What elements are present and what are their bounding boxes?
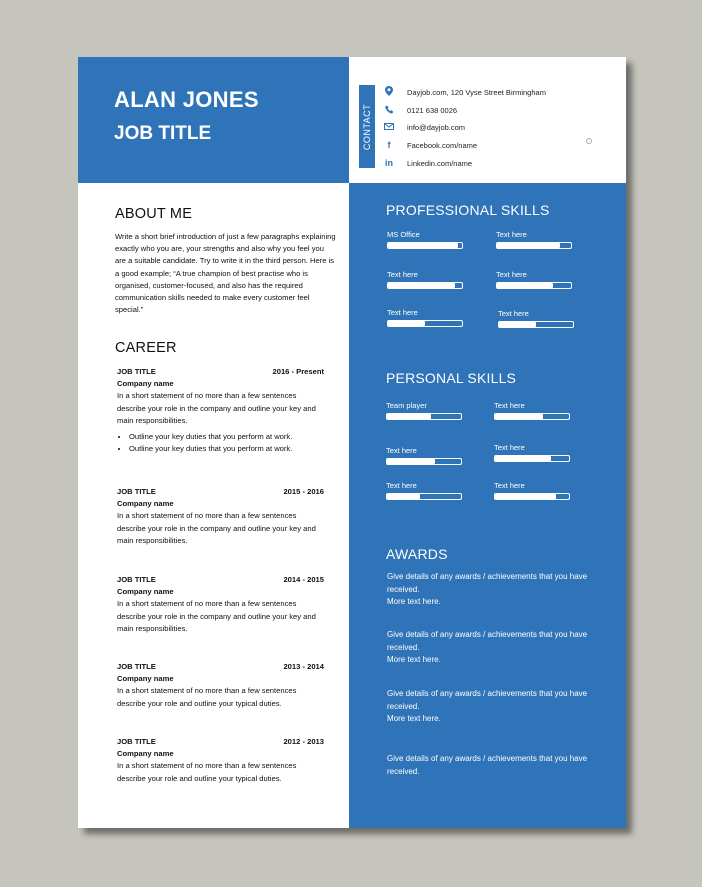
skill-label: Text here	[494, 481, 525, 490]
contact-facebook	[382, 138, 477, 152]
job-entry	[117, 574, 324, 635]
award-item	[387, 688, 607, 726]
skill-meter	[386, 413, 462, 420]
phone-icon	[382, 105, 396, 116]
job-dates: 2016 - Present	[272, 367, 324, 376]
job-entry	[117, 486, 324, 547]
facebook-icon: f	[387, 140, 391, 150]
skill-label: Text here	[387, 270, 418, 279]
company-name: Company name	[117, 674, 174, 684]
job-title: JOB TITLE	[117, 662, 156, 671]
duty-item: • Outline your key duties that you perform at work.	[129, 431, 324, 443]
skill-label: Text here	[496, 270, 527, 279]
skill-bar	[386, 401, 462, 420]
skill-meter	[387, 282, 463, 289]
contact-tab	[359, 85, 375, 168]
contact-email-link[interactable]: info@dayjob.com	[407, 122, 466, 132]
professional-skills-heading: PROFESSIONAL SKILLS	[386, 202, 550, 218]
award-text: Give details of any awards / achievements that you have received.	[387, 630, 588, 652]
skill-meter	[387, 242, 463, 249]
job-entry	[117, 366, 324, 455]
skill-meter	[386, 458, 462, 465]
company-name: Company name	[117, 749, 174, 759]
sidebar-panel	[349, 183, 626, 828]
skill-meter-fill	[499, 322, 536, 327]
skill-meter-fill	[495, 414, 543, 419]
skill-meter	[498, 321, 574, 328]
skill-label: MS Office	[387, 230, 420, 239]
email-icon	[382, 122, 396, 132]
contact-linkedin	[382, 156, 472, 170]
contact-phone	[382, 103, 457, 117]
skill-label: Text here	[386, 446, 417, 455]
duties-list	[117, 431, 324, 455]
award-text: Give details of any awards / achievements that you have received.	[387, 689, 588, 711]
contact-address	[382, 85, 546, 99]
skill-meter-fill	[388, 283, 455, 288]
career-heading: CAREER	[115, 340, 177, 356]
job-description: In a short statement of no more than a few sentences describe your role in the company and outline your key and main responsibilities.	[117, 511, 316, 545]
award-text: Give details of any awards / achievements that you have received.	[387, 572, 588, 594]
skill-label: Text here	[498, 309, 529, 318]
company-name: Company name	[117, 379, 174, 389]
award-item	[387, 753, 607, 778]
skill-bar	[386, 481, 462, 500]
cv-page	[78, 57, 626, 828]
skill-meter	[494, 493, 570, 500]
skill-label: Text here	[494, 443, 525, 452]
job-entry	[117, 661, 324, 710]
skill-meter-fill	[388, 243, 458, 248]
skill-meter	[496, 242, 572, 249]
awards-heading: AWARDS	[386, 546, 448, 562]
job-entry	[117, 736, 324, 785]
contact-phone-text: 0121 638 0026	[407, 105, 458, 115]
skill-bar	[494, 481, 570, 500]
skill-label: Text here	[496, 230, 527, 239]
skill-meter-fill	[495, 494, 556, 499]
job-title: JOB TITLE	[117, 737, 156, 746]
skill-bar	[387, 230, 463, 249]
skill-meter-fill	[387, 459, 435, 464]
job-description: In a short statement of no more than a few sentences describe your role and outline your typical duties.	[117, 686, 297, 708]
skill-meter-fill	[497, 243, 560, 248]
skill-label: Text here	[387, 308, 418, 317]
job-dates: 2014 - 2015	[283, 575, 324, 584]
skill-meter-fill	[388, 321, 425, 326]
job-dates: 2012 - 2013	[283, 737, 324, 746]
linkedin-icon: in	[385, 158, 393, 168]
job-dates: 2013 - 2014	[283, 662, 324, 671]
job-dates: 2015 - 2016	[283, 487, 324, 496]
contact-address-text: Dayjob.com, 120 Vyse Street Birmingham	[407, 87, 546, 97]
company-name: Company name	[117, 499, 174, 509]
about-text: Write a short brief introduction of just a few paragraphs explaining exactly who you are, your strengths and also why you feel you are a suitable candidate. Try to write it in the third person. Here is a good example; “A true champion of best practise who is organised, customer-focused, and also has the required communication skills needed to make every customer feel special.”	[115, 232, 336, 315]
skill-meter-fill	[497, 283, 553, 288]
award-more-text: More text here.	[387, 655, 441, 665]
skill-bar	[387, 270, 463, 289]
contact-tab-label: CONTACT	[362, 103, 372, 150]
skill-meter-fill	[387, 414, 431, 419]
job-description: In a short statement of no more than a few sentences describe your role in the company and outline your key and main responsibilities.	[117, 391, 316, 425]
company-name: Company name	[117, 587, 174, 597]
award-more-text: More text here.	[387, 714, 441, 724]
skill-label: Text here	[494, 401, 525, 410]
skill-meter-fill	[387, 494, 420, 499]
award-item	[387, 571, 607, 609]
skill-meter	[494, 455, 570, 462]
job-description: In a short statement of no more than a few sentences describe your role in the company and outline your key and main responsibilities.	[117, 599, 316, 633]
skill-bar	[494, 443, 570, 462]
skill-meter	[387, 320, 463, 327]
skill-bar	[387, 308, 463, 327]
contact-facebook-link[interactable]: Facebook.com/name	[407, 140, 478, 150]
candidate-job-title: JOB TITLE	[114, 123, 212, 144]
skill-meter	[496, 282, 572, 289]
contact-email	[382, 120, 465, 134]
candidate-name: ALAN JONES	[114, 87, 259, 112]
job-title: JOB TITLE	[117, 575, 156, 584]
skill-bar	[498, 309, 574, 328]
skill-meter-fill	[495, 456, 551, 461]
job-description: In a short statement of no more than a few sentences describe your role and outline your typical duties.	[117, 761, 297, 783]
skill-label: Text here	[386, 481, 417, 490]
contact-linkedin-link[interactable]: Linkedin.com/name	[407, 158, 473, 168]
skill-bar	[496, 230, 572, 249]
header-banner	[78, 57, 349, 183]
personal-skills-heading: PERSONAL SKILLS	[386, 370, 517, 386]
skill-bar	[496, 270, 572, 289]
map-pin-icon	[382, 86, 396, 98]
decorative-circle	[586, 138, 592, 144]
about-heading: ABOUT ME	[115, 206, 193, 222]
skill-bar	[386, 446, 462, 465]
award-text: Give details of any awards / achievements that you have received.	[387, 754, 588, 776]
job-title: JOB TITLE	[117, 367, 156, 376]
job-title: JOB TITLE	[117, 487, 156, 496]
award-more-text: More text here.	[387, 597, 441, 607]
award-item	[387, 629, 607, 667]
skill-label: Team player	[386, 401, 427, 410]
skill-meter	[386, 493, 462, 500]
duty-item: • Outline your key duties that you perform at work.	[129, 443, 324, 455]
skill-bar	[494, 401, 570, 420]
skill-meter	[494, 413, 570, 420]
